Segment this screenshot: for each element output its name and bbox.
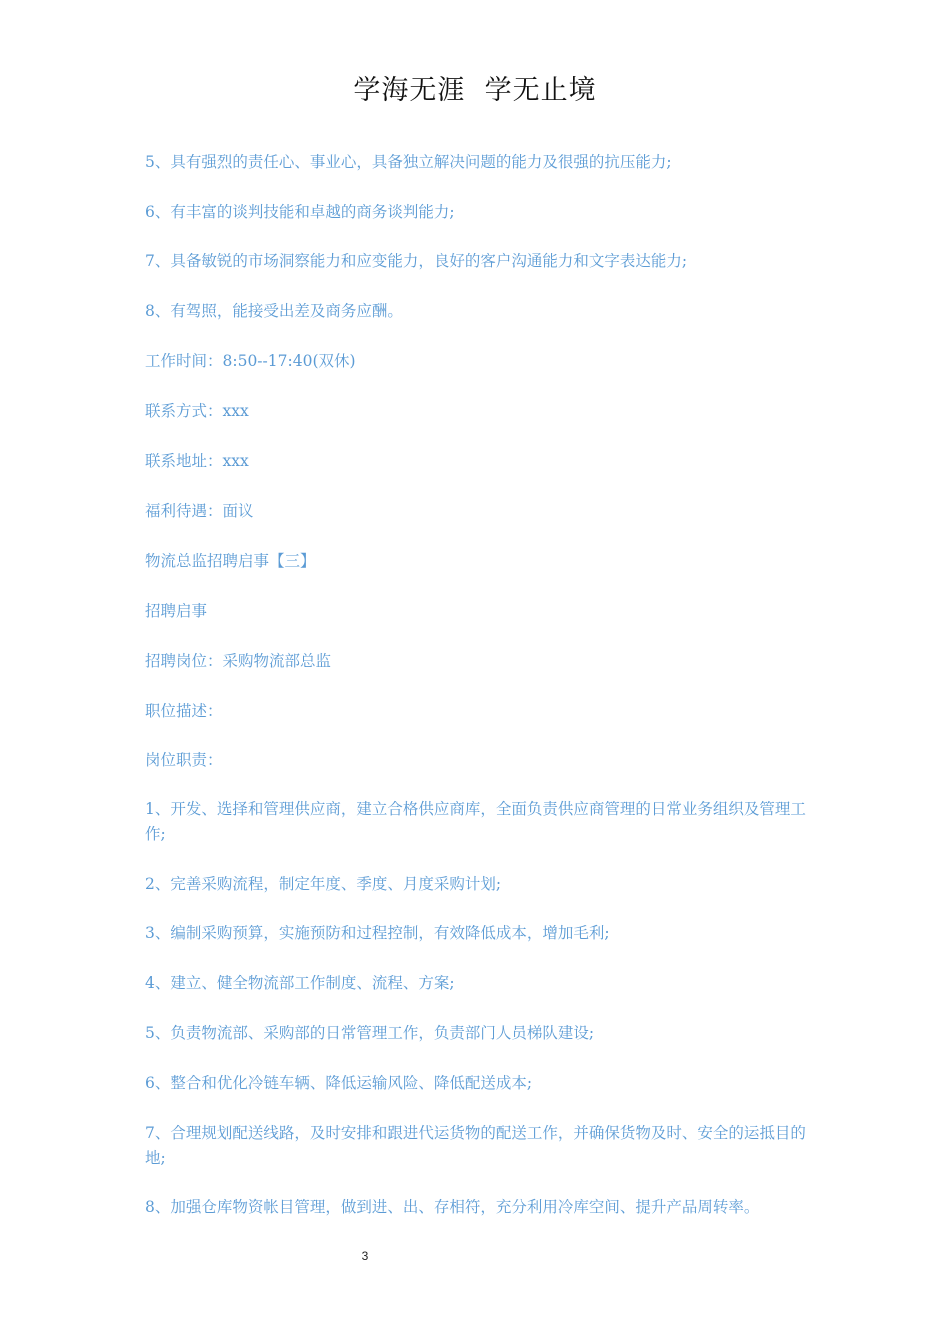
paragraph-section-heading: 物流总监招聘启事【三】 [145,552,316,570]
paragraph-duty-2: 2、完善采购流程，制定年度、季度、月度采购计划; [145,875,502,893]
paragraph-position: 招聘岗位：采购物流部总监 [145,652,332,670]
paragraph-requirement-5: 5、具有强烈的责任心、事业心，具备独立解决问题的能力及很强的抗压能力; [145,153,672,171]
paragraph-duty-7: 7、合理规划配送线路，及时安排和跟进代运货物的配送工作，并确保货物及时、安全的运抵目的地; [145,1124,806,1167]
paragraph-duty-6: 6、整合和优化冷链车辆、降低运输风险、降低配送成本; [145,1074,533,1092]
paragraph-contact: 联系方式：xxx [145,402,249,420]
paragraph-duty-4: 4、建立、健全物流部工作制度、流程、方案; [145,974,455,992]
paragraph-duty-1: 1、开发、选择和管理供应商，建立合格供应商库，全面负责供应商管理的日常业务组织及管理工作; [145,800,806,843]
page-number: 3 [361,1249,369,1263]
paragraph-requirement-8: 8、有驾照，能接受出差及商务应酬。 [145,302,403,320]
paragraph-job-description: 职位描述： [145,702,223,720]
paragraph-recruitment-notice: 招聘启事 [145,602,208,620]
paragraph-duty-3: 3、编制采购预算，实施预防和过程控制，有效降低成本，增加毛利; [145,924,610,942]
paragraph-requirement-7: 7、具备敏锐的市场洞察能力和应变能力，良好的客户沟通能力和文字表达能力; [145,252,688,270]
paragraph-duty-5: 5、负责物流部、采购部的日常管理工作，负责部门人员梯队建设; [145,1024,595,1042]
paragraph-duty-8: 8、加强仓库物资帐目管理，做到进、出、存相符，充分利用冷库空间、提升产品周转率。 [145,1198,760,1216]
page-header-title: 学海无涯 学无止境 [353,75,597,106]
paragraph-responsibilities: 岗位职责： [145,751,223,769]
paragraph-address: 联系地址：xxx [145,452,249,470]
paragraph-work-hours: 工作时间：8:50--17:40(双休) [145,352,356,370]
paragraph-requirement-6: 6、有丰富的谈判技能和卓越的商务谈判能力; [145,203,455,221]
paragraph-benefits: 福利待遇：面议 [145,502,254,520]
